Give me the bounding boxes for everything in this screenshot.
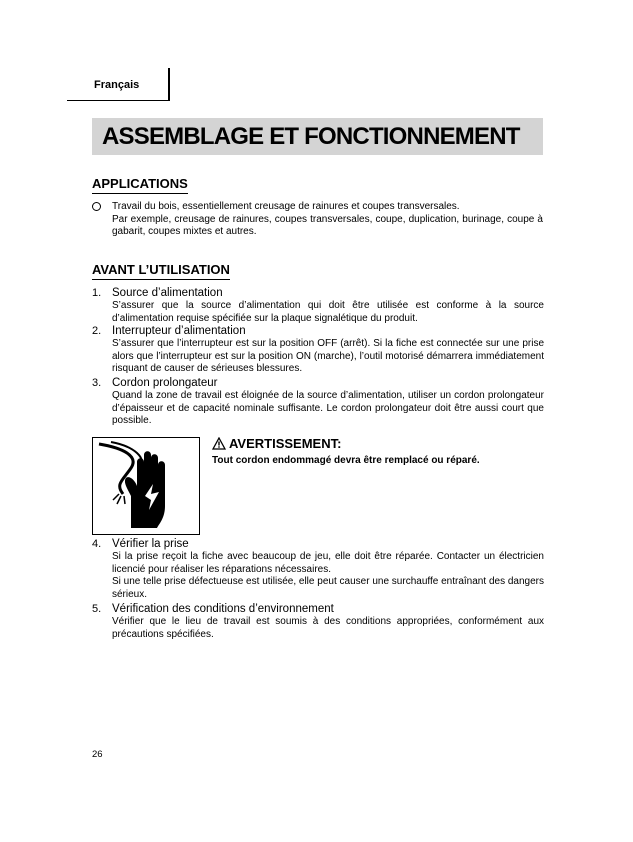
list-item: [92, 538, 544, 601]
warning-triangle-icon: [212, 437, 226, 450]
applications-block: [92, 201, 543, 239]
warning-heading: [212, 436, 341, 451]
item-body: S’assurer que l’interrupteur est sur la position OFF (arrêt). Si la fiche est connectée sur une prise alors que l’interrupteur est sur la position ON (marche), l’outil motorisé démarrera immédiatement risquant de causer de sérieuses blessures.: [112, 338, 544, 375]
applications-bullet-text: Travail du bois, essentiellement creusage de rainures et coupes transversales.: [112, 201, 460, 212]
page-number: 26: [92, 749, 103, 760]
language-tab: [67, 68, 170, 101]
list-item: [92, 287, 544, 325]
item-number: 5.: [92, 603, 102, 615]
item-title: Vérification des conditions d’environnement: [112, 603, 334, 615]
item-body: S’assurer que la source d’alimentation qui doit être utilisée est conforme à la source d’alimentation requise spécifiée sur la plaque signalétique du produit.: [112, 300, 544, 324]
hand-lightning-icon: [93, 438, 198, 533]
item-number: 4.: [92, 538, 102, 550]
item-body: Quand la zone de travail est éloignée de la source d’alimentation, utiliser un cordon prolongateur d’épaisseur et de capacité nominale suffisante. Le cordon prolongateur doit être aussi court que possible.: [112, 390, 544, 427]
item-title: Source d’alimentation: [112, 287, 223, 299]
electric-shock-hazard-icon: [92, 437, 200, 535]
item-number: 2.: [92, 325, 102, 337]
item-body: Si la prise reçoit la fiche avec beaucoup de jeu, elle doit être réparée. Contacter un électricien licencié pour réaliser les réparations nécessaires.: [112, 551, 544, 575]
item-number: 1.: [92, 287, 102, 299]
item-body-continued: Si une telle prise défectueuse est utilisée, elle peut causer une surchauffe entraînant des dangers sérieux.: [112, 576, 544, 600]
item-number: 3.: [92, 377, 102, 389]
item-body: Vérifier que le lieu de travail est soumis à des conditions appropriées, conformément aux précautions spécifiées.: [112, 616, 544, 640]
applications-heading: APPLICATIONS: [92, 176, 188, 194]
list-item: [92, 377, 544, 428]
avant-utilisation-heading: AVANT L’UTILISATION: [92, 262, 230, 280]
item-title: Interrupteur d’alimentation: [112, 325, 246, 337]
item-title: Cordon prolongateur: [112, 377, 218, 389]
list-item: [92, 325, 544, 376]
list-item: [92, 603, 544, 641]
warning-text: Tout cordon endommagé devra être remplacé ou réparé.: [212, 455, 480, 466]
language-label: Français: [94, 79, 140, 91]
circle-bullet-icon: [92, 202, 101, 211]
warning-heading-text: AVERTISSEMENT:: [229, 436, 342, 451]
item-title: Vérifier la prise: [112, 538, 189, 550]
applications-sub-text: Par exemple, creusage de rainures, coupes transversales, coupe, duplication, burinage, coupe à gabarit, coupes mixtes et autres.: [112, 213, 543, 238]
page-title: ASSEMBLAGE ET FONCTIONNEMENT: [92, 118, 543, 155]
